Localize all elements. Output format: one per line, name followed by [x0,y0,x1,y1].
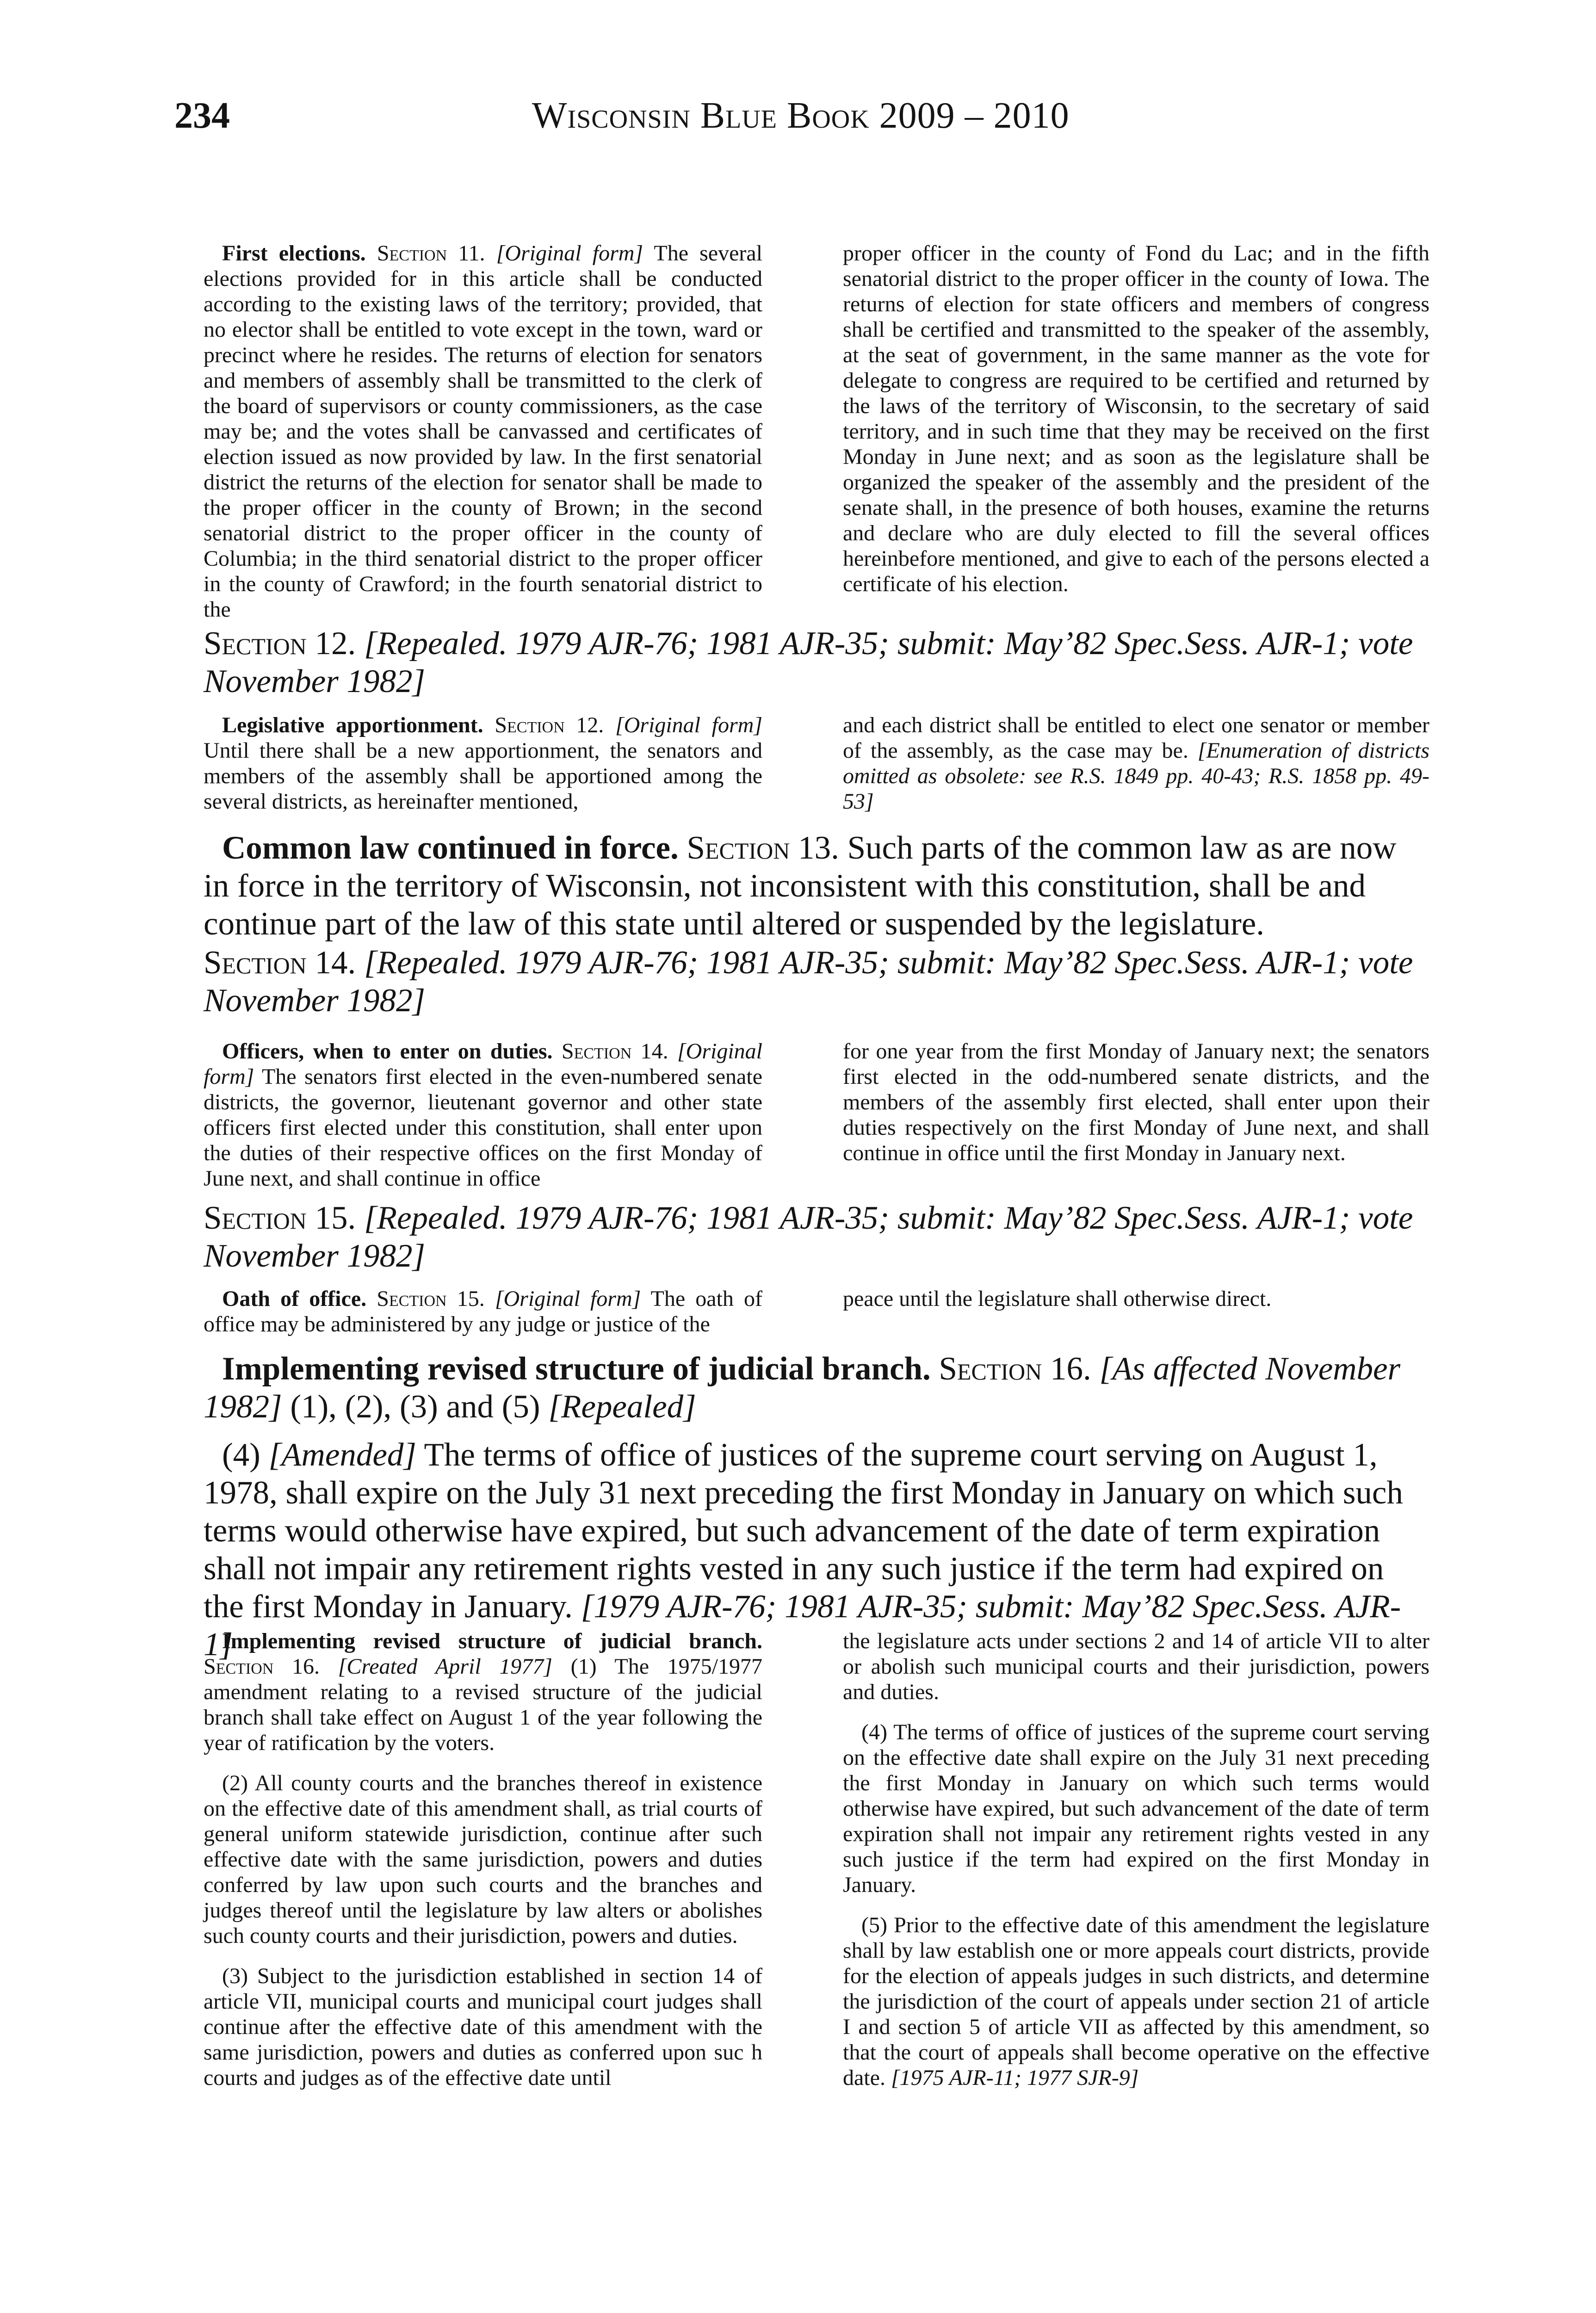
oath-body-right: peace until the legislature shall otherwise direct. [843,1286,1272,1311]
created-note: [Created April 1977] [338,1654,552,1679]
page-number: 234 [174,95,230,136]
implementing-heading: Implementing revised structure of judicial branch. [222,1629,762,1653]
enumeration-note: [Enumeration of districts omitted as obsolete: see R.S. 1849 pp. 40-43; R.S. 1858 pp. 49-53] [843,738,1430,814]
original-form-note: [Original form] [495,1286,641,1311]
original-form-note: [Original form] [204,1039,763,1089]
section-number: 14. [306,945,365,981]
apportionment-heading: Legislative apportionment. [222,713,483,737]
section-label: Section [377,1286,447,1311]
section-number: 12. [564,713,615,737]
first-elections-body-left: The several elections provided for in this article shall be conducted according to the existing laws of the territory; provided, that no elector shall be entitled to vote except in the town, ward or precinct where he resides. The returns of election for senators and members of assembly shall be transmitted to the clerk of the board of supervisors or county commissioners, as the case may be; and the votes shall be canvassed and certificates of election issued as now provided by law. In the first senatorial district the returns of the election for senator shall be made to the proper officer in the county of Brown; in the second senatorial district to the proper officer in the county of Columbia; in the third senatorial district to the proper officer in the county of Crawford; in the fourth senatorial district to the [204,241,763,622]
para-4-number: (4) [222,1437,269,1473]
apportionment-right [843,712,1429,814]
section-number: 13. [790,830,847,866]
implementing-p1: (1) The 1975/1977 amendment relating to a revised structure of the judicial branch shall take effect on August 1 of the year following the year of ratification by the voters. [204,1654,763,1755]
section-number: 14. [631,1039,677,1064]
section-number: 16. [273,1654,338,1679]
implementing-r1: the legislature acts under sections 2 and 14 of article VII to alter or abolish such municipal courts and their jurisdiction, powers and duties. [843,1629,1429,1704]
officers-body-left: The senators first elected in the even-numbered senate districts, the governor, lieutenant governor and other state officers first elected under this constitution, shall enter upon the duties of their respective offices on the first Monday of June next, and shall continue in office [204,1064,762,1191]
running-title: Wisconsin Blue Book 2009 – 2010 [532,95,1070,136]
section-14-repealed [204,944,1429,1020]
subsections-list: (1), (2), (3) and (5) [282,1389,549,1425]
implementing-history: [1975 AJR-11; 1977 SJR-9] [891,2066,1139,2090]
apportionment-body-left: Until there shall be a new apportionment, the senators and members of the assembly shall be apportioned among the several districts, as hereinafter mentioned, [204,738,762,814]
first-elections-body-right: proper officer in the county of Fond du Lac; and in the fifth senatorial district to the proper officer in the county of Iowa. The returns of election for state officers and members of congress shall be certified and transmitted to the speaker of the assembly, at the seat of government, in the same manner as the vote for delegate to congress are required to be certified and returned by the laws of the territory of Wisconsin, to the secretary of said territory, and in such time that they may be received on the first Monday in June next; and as soon as the legislature shall be organized the speaker of the assembly and the president of the senate shall, in the presence of both houses, examine the returns and declare who are duly elected to fill the several offices hereinbefore mentioned, and give to each of the persons elected a certificate of his election. [843,241,1429,596]
implementing-p3: (3) Subject to the jurisdiction established in section 14 of article VII, municipal courts and municipal court judges shall continue after the effective date of this amendment with the same jurisdiction, powers and duties as conferred upon suc h courts and judges as of the effective date until [204,1964,762,2090]
original-form-note: [Original form] [496,241,643,266]
section-label: Section [561,1039,632,1064]
section-13 [204,829,1429,943]
section-label: Section [204,625,307,662]
first-elections-right [843,241,1429,597]
para-4-history: [1979 AJR-76; 1981 AJR-35; submit: May’82 Spec.Sess. AJR-1] [204,1589,1401,1663]
section-number: 15. [446,1286,495,1311]
apportionment-left [204,712,762,814]
section-number: 11. [447,241,496,266]
implementing-left [204,1628,762,2090]
section-label: Section [495,713,565,737]
section-15-repealed [204,1199,1429,1275]
para-4-body: The terms of office of justices of the supreme court serving on August 1, 1978, shall expire on the July 31 next preceding the first Monday in January on which such terms would otherwise have expired, but such advancement of the date of term expiration shall not impair any retirement rights vested in any such justice if the term had expired on the first Monday in January. [204,1437,1403,1625]
repealed-note: [Repealed. 1979 AJR-76; 1981 AJR-35; submit: May’82 Spec.Sess. AJR-1; vote November 1982] [204,625,1413,699]
oath-left [204,1286,762,1337]
section-12-repealed [204,625,1429,700]
section-label: Section [204,945,307,981]
officers-heading: Officers, when to enter on duties. [222,1039,553,1064]
section-number: 16. [1042,1351,1100,1387]
original-form-note: [Original form] [615,713,762,737]
oath-right [843,1286,1429,1311]
repealed-note: [Repealed. 1979 AJR-76; 1981 AJR-35; submit: May’82 Spec.Sess. AJR-1; vote November 1982] [204,1200,1413,1274]
officers-left [204,1039,762,1191]
affected-note: [As affected November 1982] [204,1351,1401,1425]
judicial-heading: Implementing revised structure of judicial branch. [222,1351,931,1387]
oath-body-left: The oath of office may be administered by any judge or justice of the [204,1286,763,1336]
common-law-heading: Common law continued in force. [222,830,679,866]
section-label: Section [939,1351,1042,1387]
section-16 [204,1350,1429,1664]
implementing-r3: (5) Prior to the effective date of this amendment the legislature shall by law establish one or more appeals court districts, provide for the election of appeals judges in such districts, and determine the jurisdiction of the court of appeals under section 21 of article I and section 5 of article VII as affected by this amendment, so that the court of appeals shall become operative on the effective date. [843,1913,1429,2090]
officers-body-right: for one year from the first Monday of January next; the senators first elected in the odd-numbered senate districts, and the members of the assembly first elected, shall enter upon their duties respectively on the first Monday of June next, and shall continue in office until the first Monday in January next. [843,1039,1429,1165]
repealed-note: [Repealed. 1979 AJR-76; 1981 AJR-35; submit: May’82 Spec.Sess. AJR-1; vote November 1982] [204,945,1413,1019]
amended-note: [Amended] [268,1437,416,1473]
first-elections-left [204,241,762,622]
apportionment-body-right: and each district shall be entitled to elect one senator or member of the assembly, as the case may be. [843,713,1429,763]
section-label: Section [377,241,447,266]
common-law-body: Such parts of the common law as are now in force in the territory of Wisconsin, not inconsistent with this constitution, shall be and continue part of the law of this state until altered or suspended by the legislature. [204,830,1397,942]
implementing-p2: (2) All county courts and the branches thereof in existence on the effective date of this amendment shall, as trial courts of general uniform statewide jurisdiction, continue after such effective date with the same jurisdiction, powers and duties conferred by law upon such courts and the branches and judges thereof until the legislature by law alters or abolishes such county courts and their jurisdiction, powers and duties. [204,1771,762,1948]
first-elections-heading: First elections. [222,241,366,266]
implementing-r2: (4) The terms of office of justices of the supreme court serving on the effective date shall expire on the July 31 next preceding the first Monday in January on which such terms would otherwise have expired, but such advancement of the date of term expiration shall not impair any retirement rights vested in any such justice if the term had expired on the first Monday in January. [843,1720,1429,1897]
implementing-right [843,1628,1429,2090]
officers-right [843,1039,1429,1166]
section-number: 12. [306,625,365,662]
section-label: Section [204,1200,307,1236]
repealed-note: [Repealed] [548,1389,696,1425]
oath-heading: Oath of office. [222,1286,367,1311]
section-label: Section [204,1654,274,1679]
section-label: Section [687,830,790,866]
section-number: 15. [306,1200,365,1236]
